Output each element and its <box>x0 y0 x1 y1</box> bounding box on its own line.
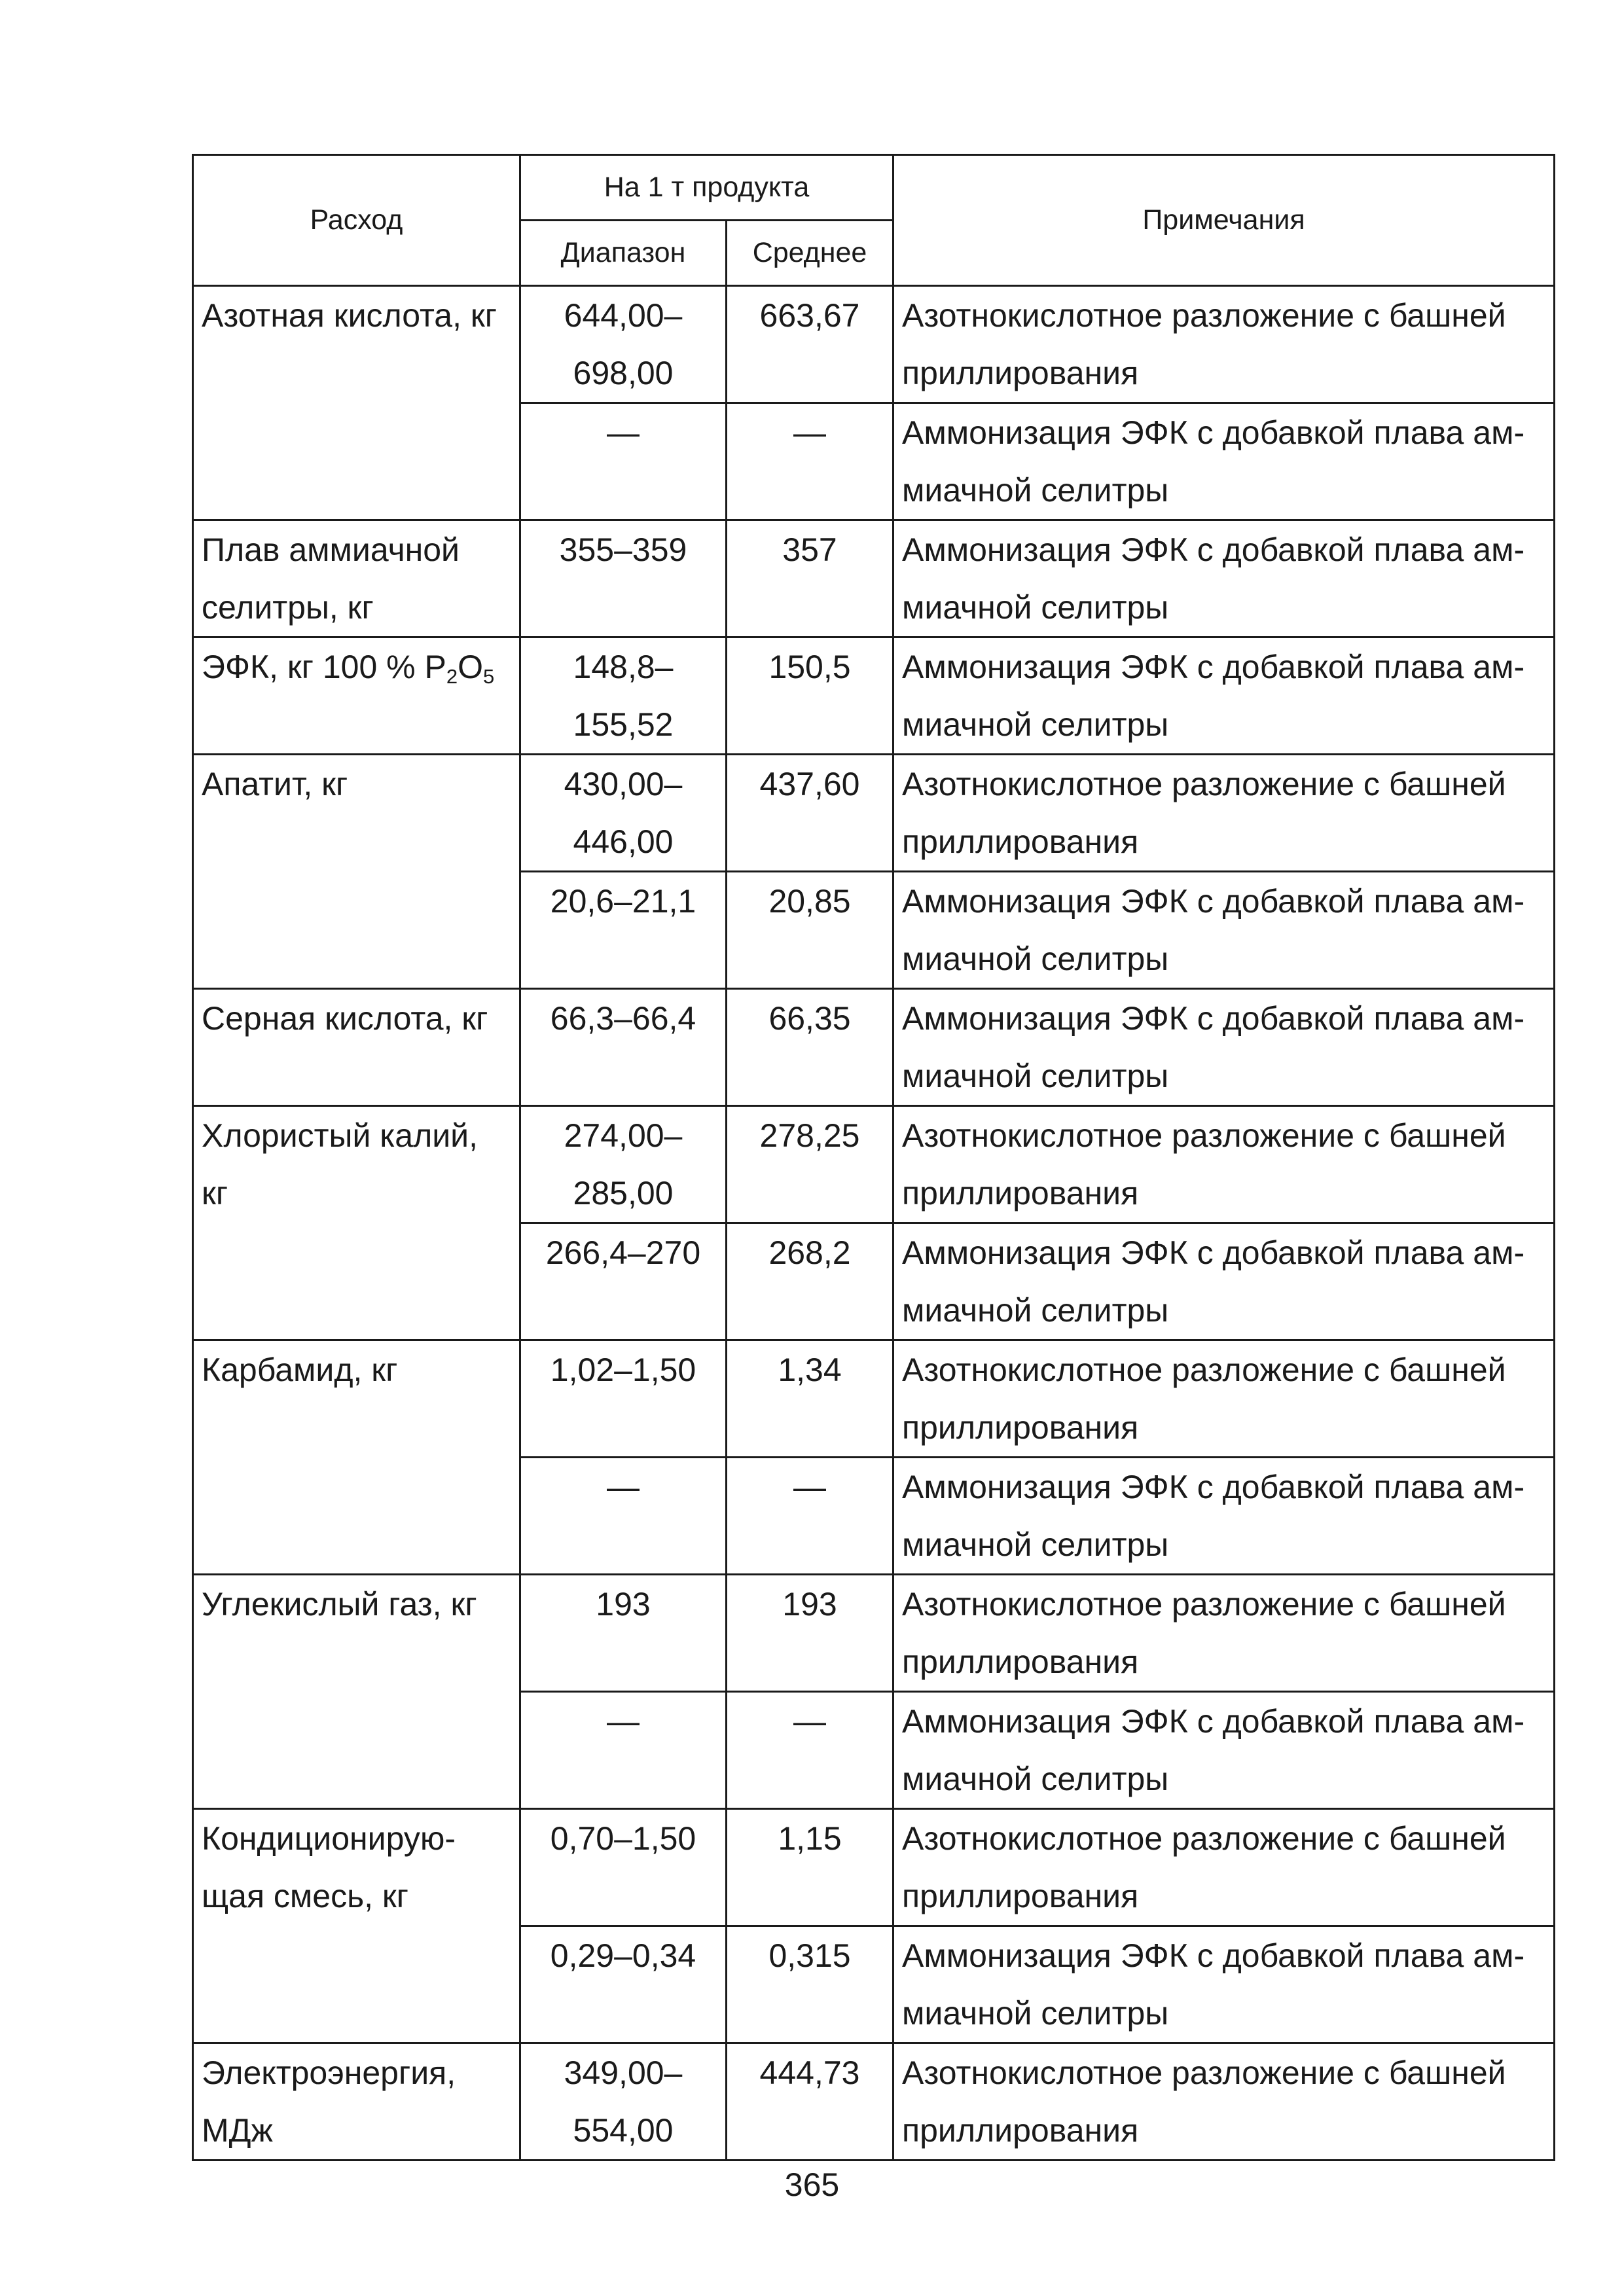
row-name: Кондиционирую-щая смесь, кг <box>193 1809 520 2043</box>
row-range: 66,3–66,4 <box>520 989 727 1106</box>
row-range: 430,00–446,00 <box>520 755 727 872</box>
row-name: Азотная кислота, кг <box>193 286 520 520</box>
row-range: 148,8–155,52 <box>520 637 727 755</box>
row-mean: 357 <box>727 520 893 637</box>
row-range: 349,00–554,00 <box>520 2043 727 2161</box>
row-note: Аммонизация ЭФК с добавкой плава ам-миачной селитры <box>893 403 1555 520</box>
row-mean: 1,15 <box>727 1809 893 1926</box>
table-row <box>193 755 1555 872</box>
header-mean: Среднее <box>727 221 893 286</box>
row-note: Азотнокислотное разложение с башней приллирования <box>893 755 1555 872</box>
row-range: 1,02–1,50 <box>520 1340 727 1458</box>
row-note: Азотнокислотное разложение с башней приллирования <box>893 2043 1555 2161</box>
row-range: — <box>520 1692 727 1809</box>
row-note: Аммонизация ЭФК с добавкой плава ам-миачной селитры <box>893 1223 1555 1340</box>
header-expense: Расход <box>193 155 520 286</box>
row-range: 20,6–21,1 <box>520 872 727 989</box>
row-mean: 0,315 <box>727 1926 893 2043</box>
row-mean: 1,34 <box>727 1340 893 1458</box>
row-note: Аммонизация ЭФК с добавкой плава ам-миачной селитры <box>893 1458 1555 1575</box>
table-row <box>193 2043 1555 2161</box>
row-mean: 20,85 <box>727 872 893 989</box>
table-row <box>193 520 1555 637</box>
row-range: 644,00–698,00 <box>520 286 727 403</box>
header-notes: Примечания <box>893 155 1555 286</box>
row-mean: 66,35 <box>727 989 893 1106</box>
table-row <box>193 1809 1555 1926</box>
table-row <box>193 989 1555 1106</box>
row-note: Азотнокислотное разложение с башней приллирования <box>893 1106 1555 1223</box>
row-name: Серная кислота, кг <box>193 989 520 1106</box>
row-name: Хлористый калий, кг <box>193 1106 520 1340</box>
row-mean: — <box>727 403 893 520</box>
row-name: Плав аммиачной селитры, кг <box>193 520 520 637</box>
row-range: 0,70–1,50 <box>520 1809 727 1926</box>
table-row <box>193 1340 1555 1458</box>
row-range: 274,00–285,00 <box>520 1106 727 1223</box>
table-row <box>193 1106 1555 1223</box>
row-note: Аммонизация ЭФК с добавкой плава ам-миачной селитры <box>893 989 1555 1106</box>
row-note: Аммонизация ЭФК с добавкой плава ам-миачной селитры <box>893 872 1555 989</box>
table-row <box>193 1575 1555 1692</box>
page-number: 365 <box>784 2166 840 2203</box>
row-note: Аммонизация ЭФК с добавкой плава ам-миачной селитры <box>893 1692 1555 1809</box>
row-mean: 150,5 <box>727 637 893 755</box>
row-range: 355–359 <box>520 520 727 637</box>
row-range: 266,4–270 <box>520 1223 727 1340</box>
table-row <box>193 286 1555 403</box>
header-range: Диапазон <box>520 221 727 286</box>
row-range: — <box>520 1458 727 1575</box>
row-mean: — <box>727 1458 893 1575</box>
row-range: — <box>520 403 727 520</box>
row-range: 193 <box>520 1575 727 1692</box>
row-name: Апатит, кг <box>193 755 520 989</box>
row-name: Электроэнергия, МДж <box>193 2043 520 2161</box>
row-name: Углекислый газ, кг <box>193 1575 520 1809</box>
row-note: Аммонизация ЭФК с добавкой плава ам-миачной селитры <box>893 1926 1555 2043</box>
header-per-ton: На 1 т продукта <box>520 155 893 221</box>
row-note: Аммонизация ЭФК с добавкой плава ам-миачной селитры <box>893 520 1555 637</box>
row-mean: — <box>727 1692 893 1809</box>
row-note: Азотнокислотное разложение с башней приллирования <box>893 286 1555 403</box>
row-note: Азотнокислотное разложение с башней приллирования <box>893 1575 1555 1692</box>
row-mean: 444,73 <box>727 2043 893 2161</box>
row-mean: 663,67 <box>727 286 893 403</box>
row-name: Карбамид, кг <box>193 1340 520 1575</box>
row-note: Азотнокислотное разложение с башней приллирования <box>893 1809 1555 1926</box>
row-range: 0,29–0,34 <box>520 1926 727 2043</box>
row-mean: 278,25 <box>727 1106 893 1223</box>
row-mean: 193 <box>727 1575 893 1692</box>
row-name: ЭФК, кг 100 % $P_2O_5$ <box>193 637 520 755</box>
table-row <box>193 637 1555 755</box>
consumption-table <box>192 154 1555 2161</box>
row-mean: 437,60 <box>727 755 893 872</box>
row-mean: 268,2 <box>727 1223 893 1340</box>
row-note: Азотнокислотное разложение с башней приллирования <box>893 1340 1555 1458</box>
row-note: Аммонизация ЭФК с добавкой плава ам-миачной селитры <box>893 637 1555 755</box>
